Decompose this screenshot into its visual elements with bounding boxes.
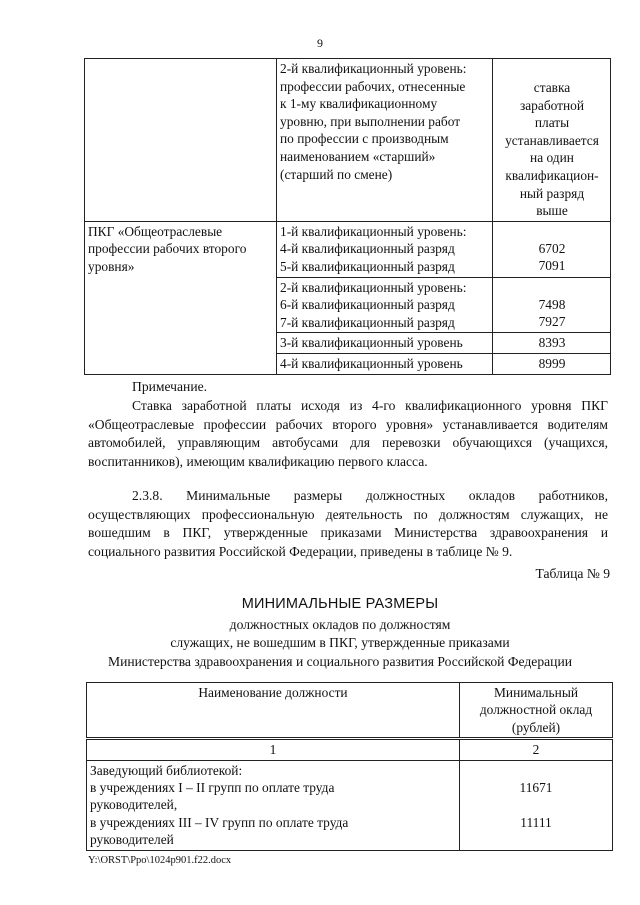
table-cell (493, 277, 611, 333)
column-header: Минимальный должностной оклад (рублей) (460, 683, 613, 739)
subheading-line: служащих, не вошедшим в ПКГ, утвержденные приказами (170, 635, 510, 651)
group-name-cell: ПКГ «Общеотраслевые профессии рабочих второго уровня» (85, 221, 277, 374)
salary-value: 6702 (538, 240, 566, 256)
salary-table (86, 682, 613, 851)
position-name: Заведующий библиотекой: в учреждениях I – II групп по оплате труда руководителей, в учреждениях III – IV групп по оплате труда руководителей (87, 760, 460, 850)
table-heading: МИНИМАЛЬНЫЕ РАЗМЕРЫ (241, 596, 439, 612)
subheading-line: должностных окладов по должностям (229, 617, 451, 632)
table-cell: ставка заработной платы устанавливается на один квалификацион- ный разряд выше (493, 59, 611, 222)
file-path: Y:\ORST\Ppo\1024p901.f22.docx (88, 855, 232, 866)
table-cell (85, 59, 277, 222)
salary-value: 8393 (493, 333, 611, 354)
salary-value: 7927 (538, 314, 566, 330)
table-cell (493, 221, 611, 277)
table-caption: Таблица № 9 (535, 566, 610, 581)
table-header-row (87, 683, 613, 739)
salary-value: 7091 (538, 258, 566, 274)
table-number-row (87, 739, 613, 760)
table-cell: 3-й квалификационный уровень (277, 333, 493, 354)
table-cell: 2-й квалификационный уровень: 6-й квалификационный разряд 7-й квалификационный разряд (277, 277, 493, 333)
salary-value: 11111 (520, 815, 552, 831)
table-row (87, 760, 613, 850)
table-subheading (60, 616, 620, 671)
table-cell: 1-й квалификационный уровень: 4-й квалификационный разряд 5-й квалификационный разряд (277, 221, 493, 277)
column-header: Наименование должности (87, 683, 460, 739)
note-title: Примечание. (132, 379, 208, 394)
column-number: 1 (87, 739, 460, 760)
column-number: 2 (460, 739, 613, 760)
salary-value: 11671 (519, 779, 553, 795)
table-cell: 2-й квалификационный уровень: профессии рабочих, отнесенные к 1-му квалификационному уровню, при выполнении работ по профессии с производным наименованием «старший» (старший по смене) (277, 59, 493, 222)
note-text: Ставка заработной платы исходя из 4-го квалификационного уровня ПКГ «Общеотраслевые профессии рабочих второго уровня» устанавливается водителям автомобилей, управляющим автобусами для перевозки обучающихся (учащихся, воспитанников), имеющим квалификацию первого класса. (88, 398, 608, 469)
table-cell (460, 760, 613, 850)
qualification-table (84, 58, 611, 375)
section-paragraph: 2.3.8. Минимальные размеры должностных окладов работников, осуществляющих профессиональную деятельность по должностям служащих, не вошедшим в ПКГ, утвержденные приказами Министерства здравоохранения и социального развития Российской Федерации, приведены в таблице № 9. (88, 488, 608, 559)
table-row (85, 221, 611, 277)
subheading-line: Министерства здравоохранения и социального развития Российской Федерации (108, 653, 572, 669)
table-row (85, 59, 611, 222)
table-cell: 4-й квалификационный уровень (277, 353, 493, 374)
page-number: 9 (317, 36, 323, 50)
salary-value: 8999 (493, 353, 611, 374)
salary-value: 7498 (538, 296, 566, 312)
